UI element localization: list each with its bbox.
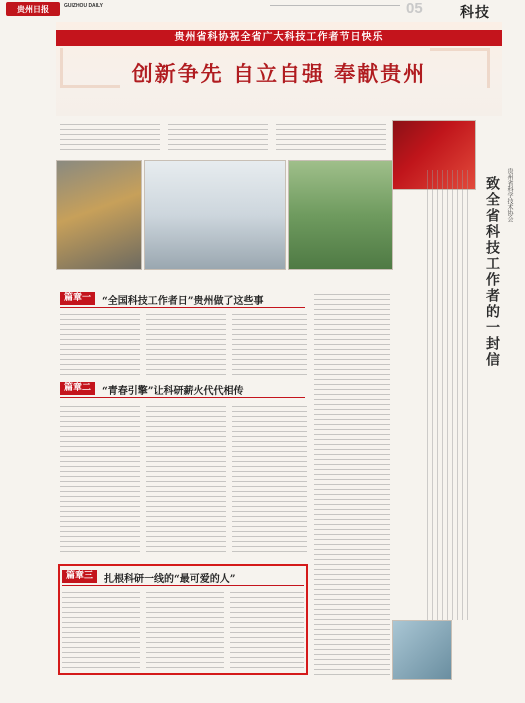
- masthead: [0, 0, 525, 20]
- article-3-tag: 篇章三: [62, 570, 97, 583]
- article-1-headline[interactable]: “全国科技工作者日”贵州做了这些事: [102, 296, 264, 307]
- article-3-headline[interactable]: 扎根科研一线的“最可爱的人”: [104, 574, 236, 585]
- banner-title: 创新争先 自立自强 奉献贵州: [131, 62, 427, 86]
- article-2-col-3: [232, 404, 307, 556]
- article-1-col-2: [146, 312, 226, 376]
- article-1-rule: [60, 307, 305, 308]
- photo-scientist-portrait: [392, 620, 452, 680]
- letter-title: 致全省科技工作者的一封信: [484, 176, 500, 368]
- intro-paragraph-1: [60, 122, 160, 152]
- intro-paragraph-3: [276, 122, 386, 152]
- article-continued-col: [314, 292, 390, 676]
- masthead-rule: [270, 5, 400, 6]
- section-header: [438, 2, 525, 19]
- banner-subtitle: 贵州省科协祝全省广大科技工作者节日快乐: [174, 32, 384, 43]
- article-2-tag: 篇章二: [60, 382, 95, 395]
- letter-body: [425, 170, 469, 620]
- article-3-col-2: [146, 590, 224, 670]
- newspaper-logo: 贵州日报: [6, 2, 60, 16]
- article-2-headline[interactable]: “青春引擎”让科研薪火代代相传: [102, 386, 244, 397]
- article-2-col-2: [146, 404, 226, 556]
- article-1-col-1: [60, 312, 140, 376]
- photo-field-research: [288, 160, 393, 270]
- intro-paragraph-2: [168, 122, 268, 152]
- section-title: 科技: [460, 5, 490, 21]
- article-2-col-1: [60, 404, 140, 556]
- article-2-rule: [60, 397, 305, 398]
- article-1-col-3: [232, 312, 307, 376]
- article-3-col-1: [62, 590, 140, 670]
- article-1-tag: 篇章一: [60, 292, 95, 305]
- article-3-col-3: [230, 590, 304, 670]
- article-3-rule: [62, 585, 304, 586]
- photo-researchers-group: [144, 160, 286, 270]
- letter-organization: 贵州省科学技术协会: [506, 168, 513, 222]
- newspaper-name-en: GUIZHOU DAILY: [64, 3, 103, 9]
- page-number: 05: [406, 0, 423, 17]
- photo-lab-workers: [56, 160, 142, 270]
